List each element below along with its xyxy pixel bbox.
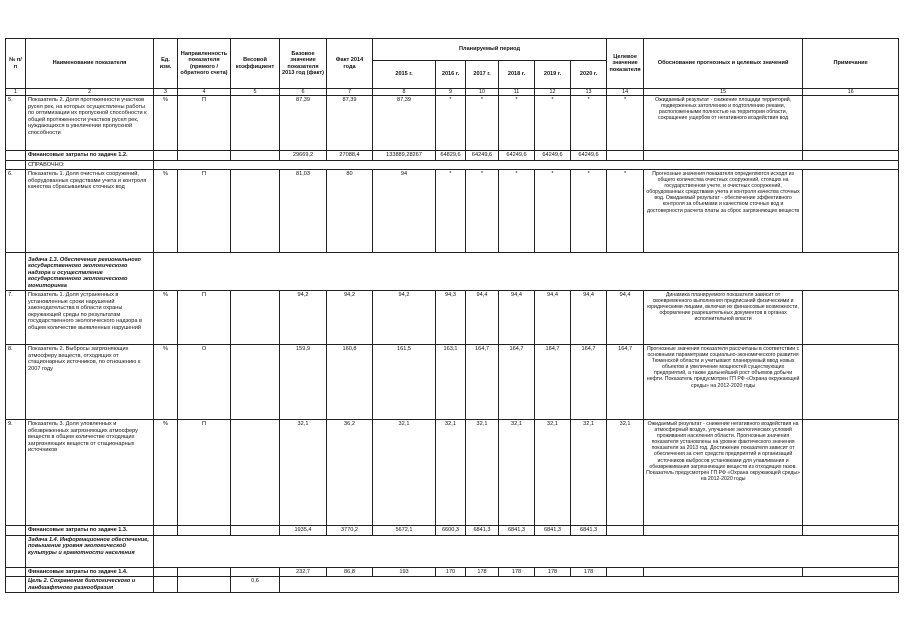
base-value: 232,7 (280, 567, 327, 577)
target-value: 164,7 (607, 345, 644, 420)
year-value: * (499, 96, 535, 151)
empty-cell (803, 526, 899, 536)
col-header-year: 2015 г. (373, 61, 436, 89)
empty-cell (6, 567, 26, 577)
direction-cell: П (178, 420, 231, 526)
basis-text: Ожидаемый результат - снижение площади территорий, подверженных затоплению и подтоплению реками, расположенными полностью на территории области, сокращение ущербов от негативного воздействия вод (644, 96, 803, 151)
year-value: 164,7 (571, 345, 607, 420)
col-header-year: 2018 г. (499, 61, 535, 89)
year-value: * (571, 170, 607, 253)
col-number: 5 (231, 89, 280, 96)
year-value: 94,3 (436, 291, 466, 345)
year-value: 94 (373, 170, 436, 253)
col-header-num: № п/п (6, 39, 26, 89)
empty-cell (154, 253, 899, 291)
weight-cell (231, 345, 280, 420)
year-value: 164,7 (499, 345, 535, 420)
fact-value: 80 (327, 170, 373, 253)
target-value: * (607, 96, 644, 151)
col-header-unit: Ед. изм. (154, 39, 178, 89)
base-value: 87,39 (280, 96, 327, 151)
base-value: 159,9 (280, 345, 327, 420)
year-value: * (436, 170, 466, 253)
col-number: 7 (327, 89, 373, 96)
empty-cell (178, 526, 231, 536)
empty-cell (644, 567, 803, 577)
empty-cell (803, 151, 899, 161)
header-row-1 (6, 39, 899, 61)
unit-cell: % (154, 96, 178, 151)
year-value: 178 (499, 567, 535, 577)
year-value: 94,4 (571, 291, 607, 345)
finance-label: Финансовые затраты по задаче 1.2. (26, 151, 154, 161)
indicator-row-5 (6, 96, 899, 151)
fact-value: 36,2 (327, 420, 373, 526)
target-value: 32,1 (607, 420, 644, 526)
reference-label: СПРАВОЧНО: (26, 160, 154, 170)
goal-label: Цель 2. Сохранение биологического и ландшафтного разнообразия (26, 577, 154, 593)
fact-value: 86,8 (327, 567, 373, 577)
year-value: 32,1 (571, 420, 607, 526)
col-number: 4 (178, 89, 231, 96)
indicator-name: Показатель 2. Выбросы загрязняющих атмосферу веществ, отходящих от стационарных источников, по отношению к 2007 году (26, 345, 154, 420)
note-cell (803, 345, 899, 420)
empty-cell (154, 160, 899, 170)
year-value: 32,1 (436, 420, 466, 526)
empty-cell (6, 160, 26, 170)
empty-cell (644, 526, 803, 536)
col-header-year: 2017 г. (466, 61, 499, 89)
unit-cell: % (154, 170, 178, 253)
empty-cell (6, 253, 26, 291)
note-cell (803, 291, 899, 345)
base-value: 32,1 (280, 420, 327, 526)
year-value: * (535, 170, 571, 253)
col-header-year: 2016 г. (436, 61, 466, 89)
fact-value: 3770,2 (327, 526, 373, 536)
weight-cell: 0,6 (231, 577, 280, 593)
empty-cell (280, 577, 899, 593)
year-value: 94,4 (499, 291, 535, 345)
year-value: * (571, 96, 607, 151)
target-value: 94,4 (607, 291, 644, 345)
fact-value: 27088,4 (327, 151, 373, 161)
row-num: 7. (6, 291, 26, 345)
row-num (6, 151, 26, 161)
row-num: 9. (6, 420, 26, 526)
empty-cell (154, 526, 178, 536)
basis-text: Динамика планируемого показателя зависит от своевременного выполнения предписаний физическими и юридическими лицами, включая их финансовые возможности, оформление разрешительных документов в органах исполнительной власти (644, 291, 803, 345)
year-value: 32,1 (535, 420, 571, 526)
year-value: 6841,3 (571, 526, 607, 536)
fact-value: 94,2 (327, 291, 373, 345)
year-value: 178 (571, 567, 607, 577)
year-value: 133889,28267 (373, 151, 436, 161)
year-value: 6841,3 (499, 526, 535, 536)
year-value: * (535, 96, 571, 151)
empty-cell (154, 577, 178, 593)
unit-cell: % (154, 345, 178, 420)
finance-row-task-1-2 (6, 151, 899, 161)
column-number-row (6, 89, 899, 96)
col-header-planned: Планируемый период (373, 39, 607, 61)
empty-cell (154, 567, 178, 577)
col-number: 16 (803, 89, 899, 96)
task-label: Задача 1.3. Обеспечение регионального государственного экологического надзора и осуществление государственного экологического мониторинга (26, 253, 154, 291)
indicator-row-6 (6, 170, 899, 253)
col-header-year: 2020 г. (571, 61, 607, 89)
finance-label: Финансовые затраты по задаче 1.4. (26, 567, 154, 577)
empty-cell (231, 567, 280, 577)
col-number: 12 (535, 89, 571, 96)
empty-cell (644, 151, 803, 161)
year-value: 6600,3 (436, 526, 466, 536)
col-header-name: Наименование показателя (26, 39, 154, 89)
indicator-name: Показатель 1. Доля устраненных в установленные сроки нарушений законодательства в области охраны окружающей среды по результатам государственного экологического надзора в общем количестве выявленных нарушений (26, 291, 154, 345)
year-value: 64829,6 (436, 151, 466, 161)
empty-cell (6, 526, 26, 536)
fact-value: 160,8 (327, 345, 373, 420)
empty-cell (231, 151, 280, 161)
col-number: 6 (280, 89, 327, 96)
year-value: 164,7 (535, 345, 571, 420)
col-number: 11 (499, 89, 535, 96)
row-num: 8. (6, 345, 26, 420)
year-value: 6841,3 (466, 526, 499, 536)
year-value: * (466, 96, 499, 151)
year-value: 161,5 (373, 345, 436, 420)
fact-value: 87,39 (327, 96, 373, 151)
weight-cell (231, 291, 280, 345)
empty-cell (803, 567, 899, 577)
year-value: 6841,3 (535, 526, 571, 536)
empty-cell (6, 535, 26, 567)
indicator-name: Показатель 2. Доля протяженности участков русел рек, на которых осуществлены работы по оптимизации их пропускной способности к общей протяженности участков русел рек, нуждающихся в увеличении пропускной способности (26, 96, 154, 151)
empty-cell (178, 577, 231, 593)
year-value: 64249,6 (571, 151, 607, 161)
empty-cell (178, 151, 231, 161)
col-header-basis: Обоснование прогнозных и целевых значений (644, 39, 803, 89)
note-cell (803, 170, 899, 253)
col-header-weight: Весовой коэффициент (231, 39, 280, 89)
direction-cell: П (178, 170, 231, 253)
year-value: 32,1 (373, 420, 436, 526)
year-value: 163,1 (436, 345, 466, 420)
indicator-row-9 (6, 420, 899, 526)
empty-cell (154, 535, 899, 567)
year-value: 64249,6 (499, 151, 535, 161)
col-number: 1 (6, 89, 26, 96)
unit-cell: % (154, 291, 178, 345)
col-header-note: Примечание (803, 39, 899, 89)
indicators-table (5, 38, 899, 593)
finance-row-task-1-4 (6, 567, 899, 577)
base-value: 29669,2 (280, 151, 327, 161)
finance-row-task-1-3 (6, 526, 899, 536)
year-value: 5672,1 (373, 526, 436, 536)
year-value: 94,4 (535, 291, 571, 345)
weight-cell (231, 170, 280, 253)
weight-cell (231, 96, 280, 151)
basis-text: Прогнозные значения показателя определяются исходя из общего количества очистных сооружений, стоящих на государственном учете, и очистных сооружений, оборудованных средствами учета и контроля качества сточных вод. Ожидаемый результат - обеспечение эффективного контроля за объемами и качеством сточных вод и достоверности расчета платы за сброс загрязняющих веществ (644, 170, 803, 253)
year-value: 64249,6 (535, 151, 571, 161)
finance-label: Финансовые затраты по задаче 1.3. (26, 526, 154, 536)
year-value: 64249,6 (466, 151, 499, 161)
direction-cell: О (178, 345, 231, 420)
year-value: 178 (535, 567, 571, 577)
empty-cell (607, 567, 644, 577)
col-number: 15 (644, 89, 803, 96)
col-header-fact2014: Факт 2014 года (327, 39, 373, 89)
col-number: 2 (26, 89, 154, 96)
year-value: 193 (373, 567, 436, 577)
basis-text: Ожидаемый результат - снижение негативного воздействия на атмосферный воздух, улучшение экологических условий проживания населения области. Прогнозные значения показателя установлены на уровне фактического значения показателя за 2013 год. Достижение показателя зависит от обеспечения за счет средств предприятий и организаций источников выбросов установками для улавливания и обезвреживания загрязняющих веществ из отходящих газов. Показатель предусмотрен ГП РФ «Охрана окружающей среды» на 2012-2020 годы (644, 420, 803, 526)
task-row-1-4 (6, 535, 899, 567)
year-value: 87,39 (373, 96, 436, 151)
direction-cell: П (178, 291, 231, 345)
empty-cell (607, 151, 644, 161)
base-value: 94,2 (280, 291, 327, 345)
col-number: 10 (466, 89, 499, 96)
year-value: 164,7 (466, 345, 499, 420)
indicator-row-8 (6, 345, 899, 420)
year-value: * (436, 96, 466, 151)
indicator-name: Показатель 3. Доля уловленных и обезвреженных загрязняющих атмосферу веществ в общем количестве отходящих загрязняющих веществ от стационарных источников (26, 420, 154, 526)
unit-cell: % (154, 420, 178, 526)
year-value: 178 (466, 567, 499, 577)
basis-text: Прогнозные значения показателя рассчитаны в соответствии с основными параметрами социально-экономического развития Тюменской области и учитывают планируемый ввод новых объектов и увеличение мощностей существующих предприятий, а также дальнейший рост объемов добычи нефти. Показатель предусмотрен ГП РФ «Охрана окружающей среды» на 2012-2020 годы (644, 345, 803, 420)
year-value: 94,2 (373, 291, 436, 345)
goal-row-2 (6, 577, 899, 593)
year-value: * (466, 170, 499, 253)
col-header-direction: Направленность показателя (прямого / обратного счета) (178, 39, 231, 89)
year-value: 32,1 (466, 420, 499, 526)
empty-cell (607, 526, 644, 536)
col-number: 9 (436, 89, 466, 96)
col-number: 14 (607, 89, 644, 96)
empty-cell (178, 567, 231, 577)
empty-cell (6, 577, 26, 593)
target-value: * (607, 170, 644, 253)
col-number: 8 (373, 89, 436, 96)
row-num: 6. (6, 170, 26, 253)
col-number: 3 (154, 89, 178, 96)
reference-row (6, 160, 899, 170)
empty-cell (154, 151, 178, 161)
col-header-base: Базовое значение показателя 2013 год (факт) (280, 39, 327, 89)
task-label: Задача 1.4. Информационное обеспечение, повышение уровня экологической культуры и грамотности населения (26, 535, 154, 567)
base-value: 81,03 (280, 170, 327, 253)
indicator-table-sheet (5, 38, 898, 593)
year-value: 94,4 (466, 291, 499, 345)
indicator-row-7 (6, 291, 899, 345)
year-value: 170 (436, 567, 466, 577)
year-value: 32,1 (499, 420, 535, 526)
col-number: 13 (571, 89, 607, 96)
note-cell (803, 96, 899, 151)
empty-cell (231, 526, 280, 536)
col-header-target: Целевое значение показателя (607, 39, 644, 89)
col-header-year: 2019 г. (535, 61, 571, 89)
year-value: * (499, 170, 535, 253)
base-value: 1935,4 (280, 526, 327, 536)
direction-cell: П (178, 96, 231, 151)
task-row-1-3 (6, 253, 899, 291)
note-cell (803, 420, 899, 526)
indicator-name: Показатель 1. Доля очистных сооружений, оборудованных средствами учета и контроля качества сбрасываемых сточных вод (26, 170, 154, 253)
row-num: 5. (6, 96, 26, 151)
weight-cell (231, 420, 280, 526)
